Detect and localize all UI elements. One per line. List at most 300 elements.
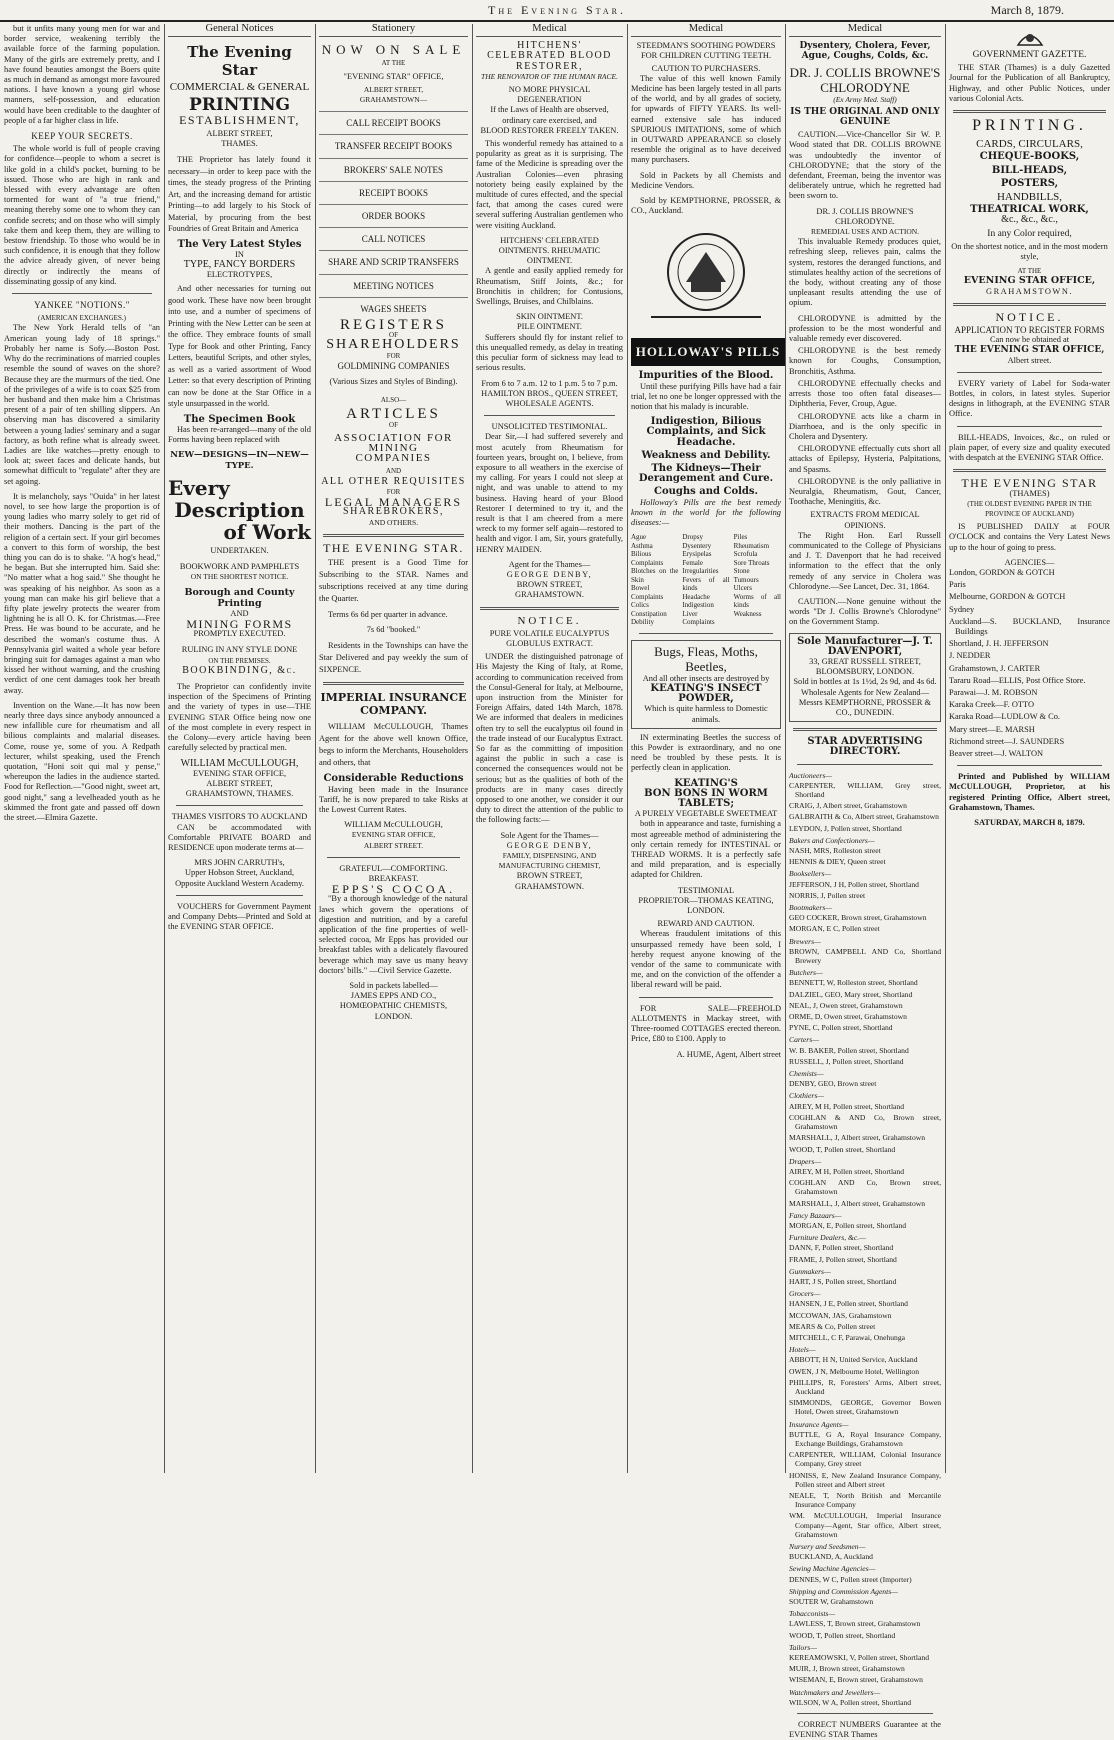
divider	[957, 372, 1102, 373]
keating-box	[631, 640, 781, 729]
disease-item: Ague	[631, 533, 647, 542]
collis-heading-2: DR. J. COLLIS BROWNE'S CHLORODYNE.	[816, 206, 914, 226]
directory-entry: HONISS, E, New Zealand Insurance Company, Pollen street and Albert street	[789, 1470, 941, 1489]
directory-entry: CARPENTER, WILLIAM, Grey street, Shortland	[789, 780, 941, 799]
paper-name: The Evening Star	[187, 43, 292, 80]
divider	[639, 633, 773, 634]
disease-item: Weakness	[733, 609, 762, 618]
directory-category: Tailors—	[789, 1642, 818, 1652]
directory-entry: COGHLAN & AND Co, Brown street, Grahamstown	[789, 1112, 941, 1132]
directory-category: Chemists—	[789, 1069, 824, 1079]
ointments-text: A gentle and easily applied remedy for Rheumatism, Stiff Joints, &c.; for Bronchitis in children; for Contusions, Swellings, Bruises, and Chilblains.	[476, 266, 623, 307]
goldmining-heading: GOLDMINING COMPANIES	[337, 360, 450, 371]
directory-entry: HART, J S, Pollen street, Shortland	[789, 1276, 897, 1286]
reward-text: Whereas fraudulent imitations of this unsurpassed remedy have been sold, I hereby request anyone knowing of the vendor of the same to communicate with me, and on the conviction of the offender a liberal reward will be paid.	[631, 929, 781, 990]
directory-entry: AIREY, M H, Pollen street, Shortland	[789, 1101, 905, 1111]
directory-entry: DENNES, W C, Pollen street (Importer)	[789, 1574, 912, 1584]
printing-heading: PRINTING	[188, 95, 291, 116]
use-item: CHLORODYNE effectually checks and arrests those too often fatal diseases—Diphtheria, Fever, Croup, Ague.	[789, 378, 941, 409]
binding-note: (Various Sizes and Styles of Binding).	[329, 377, 458, 387]
agency-entry: Grahamstown, J. CARTER	[949, 663, 1041, 673]
in-label: IN	[235, 249, 244, 259]
keatings-heading: KEATING'S	[674, 777, 738, 789]
stationery-item: TRANSFER RECEIPT BOOKS	[319, 134, 468, 151]
for-label: FOR	[386, 487, 401, 496]
column-1	[4, 24, 160, 1473]
articles-heading: ARTICLES	[346, 406, 441, 423]
article-text: The whole world is full of people craving for confidence—people to whom a secret is like gold in a child's pocket, burning to be issued. Those who are high in rank and blessed with every advantage are often tormented for want of "a true friend," meaning thereby some one to whom they can confide secrets; and on those who will simply take them and keep them, they are willing to bestow friendship. To those who would be in such confidence, it is enough that they follow the advice already given, of never being directly or indirectly the means of disseminating gossip of any kind.	[4, 144, 160, 286]
disease-item: Stone	[733, 567, 750, 576]
association-heading: ASSOCIATION FOR MINING	[334, 431, 453, 455]
directory-entry: BUCKLAND, A, Auckland	[789, 1552, 873, 1562]
keating-text: IN exterminating Beetles the success of this Powder is extraordinary, and no one need be troubled by these pests. It is perfectly clean in application.	[631, 732, 781, 773]
posters-line: POSTERS,	[1000, 177, 1059, 189]
stationery-list	[319, 111, 468, 314]
stationery-item: CALL RECEIPT BOOKS	[319, 111, 468, 128]
agency-entry: Parawai—J. M. ROBSON	[949, 687, 1038, 697]
disease-item: Asthma	[631, 541, 653, 550]
star-published: IS PUBLISHED DAILY at FOUR O'CLOCK and contains the Very Latest News up to the hour of going to press.	[949, 522, 1110, 552]
star-thames: (THAMES)	[1009, 488, 1050, 498]
directory-entry: SIMMONDS, GEORGE, Governor Bowen Hotel, Owen street, Grahamstown	[789, 1398, 941, 1417]
agency-entry: Mary street—E. MARSH	[949, 724, 1035, 734]
ad-text: Has been re-arranged—many of the old Forms having been replaced with	[168, 425, 311, 445]
directory-entry: BENNETT, W, Rolleston street, Shortland	[789, 978, 918, 988]
directory-entry: MORGAN, E, Pollen street, Shortland	[789, 1220, 907, 1230]
agent-label: Agent for the Thames—	[508, 559, 591, 569]
reductions-heading: Considerable Reductions	[323, 773, 464, 785]
agency-entry: Melbourne, GORDON & GOTCH	[949, 592, 1066, 602]
every-heading: Every	[168, 475, 230, 500]
holloway-crest-icon	[631, 222, 781, 332]
grateful-heading: GRATEFUL—COMFORTING.	[339, 863, 448, 873]
disease-item: Worms of all kinds	[733, 592, 781, 610]
directory-entry: AIREY, M H, Pollen street, Shortland	[789, 1166, 905, 1176]
use-item: CHLORODYNE is the only palliative in Neuralgia, Rheumatism, Gout, Cancer, Toothache, Meningitis, &c.	[789, 476, 941, 507]
directory-entry: PYNE, C, Pollen street, Shortland	[789, 1023, 893, 1033]
obtained-text: Can now be obtained at	[989, 335, 1070, 345]
owner-office: EVENING STAR OFFICE,	[351, 830, 436, 840]
epps-city: LONDON.	[374, 1011, 413, 1021]
star-heading: THE EVENING STAR	[961, 476, 1098, 491]
disease-item: Colics	[631, 601, 649, 610]
disease-item: Female Irregularities	[682, 558, 719, 576]
use-item: CHLORODYNE acts like a charm in Diarrhoea, and is the only specific in Cholera and Dysentery.	[789, 411, 941, 441]
undertaken: UNDERTAKEN.	[210, 545, 269, 555]
bugs-heading: Bugs, Fleas, Moths, Beetles,	[654, 643, 758, 674]
directory-entry: ABBOTT, H N, United Service, Auckland	[789, 1355, 918, 1365]
extracts-heading: EXTRACTS FROM MEDICAL OPINIONS.	[810, 510, 920, 530]
mining-heading: MINING FORMS	[186, 617, 293, 632]
directory-category: Clothiers—	[789, 1091, 825, 1101]
town: THAMES.	[221, 138, 258, 148]
sole-agent-name: GEORGE DENBY,	[506, 840, 593, 850]
and-label: AND	[385, 467, 402, 476]
hamilton-agents: HAMILTON BROS., QUEEN STREET, WHOLESALE AGENTS.	[481, 388, 618, 408]
pile-heading: PILE OINTMENT.	[517, 322, 582, 332]
directory-entry: KEREAMOWSKI, V, Pollen street, Shortland	[789, 1653, 929, 1663]
agency-entry: J. NEDDER	[949, 651, 991, 661]
directory-entry: WM. McCULLOUGH, Imperial Insurance Company—Agent, Star office, Albert street, Grahamstown	[789, 1511, 941, 1539]
correct-numbers: CORRECT NUMBERS Guarantee at the EVENING STAR Thames	[789, 1720, 941, 1740]
owner-street: ALBERT STREET,	[206, 778, 273, 788]
agency-entry: Tararu Road—ELLIS, Post Office Store.	[949, 675, 1086, 685]
directory-category: Shipping and Commission Agents—	[789, 1586, 898, 1596]
gazette-text: THE STAR (Thames) is a duly Gazetted Journal for the Publication of all Bankruptcy, Highway, and other Public Notices, under various Colonial Acts.	[949, 63, 1110, 103]
vouchers-text: VOUCHERS for Government Payment and Company Debts—Printed and Sold at the EVENING STAR OFFICE.	[168, 901, 311, 932]
manufacturer-box	[789, 633, 941, 723]
star-heading: THE EVENING STAR.	[323, 540, 464, 555]
manufacturer-address: 33, GREAT RUSSELL STREET, BLOOMSBURY, LONDON.	[809, 656, 921, 677]
gazette-heading: GOVERNMENT GAZETTE.	[972, 50, 1087, 60]
masthead-title: The Evening Star.	[487, 3, 627, 17]
directory-category: Bakers and Confectioners—	[789, 835, 875, 845]
directory-entry: WOOD, T, Pollen street, Shortland	[789, 1144, 896, 1154]
agency-entry: Beaver street—J. WALTON	[949, 748, 1044, 758]
directory-entry: CRAIG, J, Albert street, Grahamstown	[789, 801, 907, 811]
column-6	[789, 23, 941, 1740]
use-item: CHLORODYNE effectually cuts short all attacks of Epilepsy, Hysteria, Palpitations, and Spasms.	[789, 444, 941, 474]
divider	[953, 110, 1106, 113]
column-7	[949, 24, 1110, 1473]
section-header: Medical	[476, 24, 623, 37]
and-label: AND	[230, 608, 249, 618]
directory-entry: MARSHALL, J, Albert street, Grahamstown	[789, 1133, 926, 1143]
directory-entry: NASH, MRS, Rolleston street	[789, 846, 881, 856]
directory-category: Furniture Dealers, &c.—	[789, 1233, 866, 1243]
disease-item: Scrofula	[733, 550, 758, 559]
divider	[176, 895, 303, 896]
disease-item: Blotches on the Skin	[631, 567, 679, 584]
manufacturer: Sole Manufacturer—J. T. DAVENPORT,	[797, 635, 933, 657]
freely-heading: BLOOD RESTORER FREELY TAKEN.	[480, 125, 619, 135]
owner-town: GRAHAMSTOWN, THAMES.	[185, 789, 294, 799]
divider	[957, 426, 1102, 427]
agent-street: BROWN STREET,	[516, 580, 583, 590]
column-rule	[472, 24, 473, 1473]
electro-heading: ELECTROTYPES,	[206, 270, 273, 280]
divider	[793, 728, 937, 731]
visitors-address: Upper Hobson Street, Auckland,	[184, 868, 295, 878]
new-designs: NEW—DESIGNS—IN—NEW—TYPE.	[170, 450, 309, 471]
steedman-agent: Sold by KEMPTHORNE, PROSSER, & CO., Auckland.	[631, 196, 781, 216]
directory-category: Fancy Bazaars—	[789, 1210, 842, 1220]
degeneration-heading: NO MORE PHYSICAL DEGENERATION	[508, 85, 591, 105]
divider	[323, 682, 464, 685]
cards-line: CARDS, CIRCULARS,	[976, 138, 1083, 151]
directory-entry: DALZIEL, GEO, Mary street, Shortland	[789, 989, 913, 999]
star-residents: Residents in the Townships can have the Star Delivered and pay weekly the sum of SIXPENCE.	[319, 641, 468, 675]
eucalyptus-heading: PURE VOLATILE EUCALYPTUS GLOBULUS EXTRACT.	[489, 628, 610, 648]
disease-item: Debility	[631, 618, 654, 627]
agency-entry: Sydney	[949, 604, 975, 614]
genuine-heading: IS THE ORIGINAL AND ONLY GENUINE	[790, 106, 940, 128]
bookwork: BOOKWORK AND PAMPHLETS	[179, 562, 300, 572]
register-heading: APPLICATION TO REGISTER FORMS	[954, 325, 1105, 336]
sharebrokers-heading: SHAREBROKERS,	[343, 506, 444, 518]
shortest-line: On the shortest notice, and in the most modern style,	[951, 241, 1108, 262]
column-4	[476, 24, 623, 1473]
column-rule	[315, 24, 316, 1473]
directory-heading: STAR ADVERTISING DIRECTORY.	[807, 736, 923, 758]
shortest-notice: ON THE SHORTEST NOTICE.	[190, 572, 289, 582]
steedman-text: The value of this well known Family Medicine has been largely tested in all parts of the world, and by all grades of society, for upwards of FIFTY YEARS. Its well-earned extensive sale has induced SPURIOUS IMITATIONS, some of which in OUTWARD APPEARANCE so closely resemble the original as to have deceived many purchasers.	[631, 73, 781, 165]
disease-item: Ulcers	[733, 584, 752, 593]
ad-text: And other necessaries for turning out good work. These have now been brought into use, and a number of specimens of Printing with the New Letter can be seen at the office. They embrace founts of small Type for Book and other Printing, Fancy Letters, beautiful Scripts, and other styles, as well as a varied assortment of Wood Letter: so that every description of Printing can now be done at the Star Office in a style unsurpassed in the world.	[168, 284, 311, 409]
premises: ON THE PREMISES.	[208, 656, 271, 665]
agency-entry: Shortland, J. H. JEFFERSON	[949, 639, 1049, 649]
hitchens-sub: THE RENOVATOR OF THE HUMAN RACE.	[481, 71, 618, 81]
imperial-text: WILLIAM McCULLOUGH, Thames Agent for the above well known Office, begs to inform the Merchants, Householders and others, that	[319, 722, 468, 768]
at-the: AT THE	[381, 59, 406, 68]
pile-text: Sufferers should fly for instant relief to this unequalled remedy, as delay in treating this peculiar form of sickness may lead to serious results.	[476, 332, 623, 373]
directory-category: Grocers—	[789, 1289, 821, 1299]
directory-category: Watchmakers and Jewellers—	[789, 1687, 881, 1697]
article-text: The New York Herald tells of "an American young lady of 18 springs." Probably her name is Sofy.—Boston Post. Why do the recriminations of married couples resemble the sound of waves on the shore? Because they are the murmurs of the tied. One of the privileges of a wife is to coax $25 from her husband and then make him a Christmas present of a pair of ten shilling slippers. An observing man has discovered a similarity between a young ladies' seminary and a sugar factory, as both refine what is already sweet. Ladies are like watches—pretty enough to look at; sweet faces and delicate hands, but somewhat difficult to "regulate" after they are set agoing.	[4, 323, 160, 486]
army-note: (Ex Army Med. Staff)	[833, 94, 897, 104]
column-rule	[945, 24, 946, 1473]
bookbinding: BOOKBINDING, &c.	[182, 664, 297, 676]
directory-entry: HANSEN, J E, Pollen street, Shortland	[789, 1299, 908, 1309]
ruling: RULING IN ANY STYLE DONE	[181, 645, 298, 655]
indigestion-heading: Indigestion, Bilious Complaints, and Sick Headache.	[646, 416, 766, 448]
now-on-sale: NOW ON SALE	[321, 42, 466, 58]
breakfast-heading: BREAKFAST.	[368, 873, 419, 883]
for-label: FOR	[386, 351, 401, 360]
directory-category: Nursery and Seedsmen—	[789, 1542, 866, 1552]
visitors-opposite: Opposite Auckland Western Academy.	[175, 878, 304, 888]
article-title: YANKEE "NOTIONS."	[34, 300, 130, 311]
notice-heading: NOTICE.	[995, 309, 1064, 324]
notice-heading: NOTICE.	[517, 614, 582, 627]
divider	[797, 764, 933, 765]
testimonial-heading: TESTIMONIAL	[677, 885, 735, 895]
masthead-date: March 8, 1879.	[990, 3, 1064, 17]
ointments-heading: HITCHENS' CELEBRATED OINTMENTS. RHEUMATIC OINTMENT.	[498, 235, 601, 266]
handbills-line: HANDBILLS,	[996, 191, 1063, 204]
use-item: CHLORODYNE is the best remedy known for Coughs, Consumption, Bronchitis, Asthma.	[789, 346, 941, 376]
owner-name: WILLIAM McCULLOUGH,	[180, 757, 299, 769]
column-rule	[785, 24, 786, 1473]
office-name: THE EVENING STAR OFFICE,	[954, 345, 1105, 356]
promptly: PROMPTLY EXECUTED.	[193, 629, 286, 639]
collis-heading: DR. J. COLLIS BROWNE'S CHLORODYNE	[789, 64, 941, 95]
disease-item: Constipation	[631, 609, 667, 618]
directory-entry: MCCOWAN, JAS, Grahamstown	[789, 1310, 892, 1320]
cheque-line: CHEQUE-BOOKS,	[979, 151, 1080, 163]
directory-category: Insurance Agents—	[789, 1419, 849, 1429]
directory-entry: DANN, F, Pollen street, Shortland	[789, 1243, 894, 1253]
specimen-heading: The Specimen Book	[183, 413, 296, 425]
billheads-text: BILL-HEADS, Invoices, &c., on ruled or plain paper, of every size and quality executed with despatch at the EVENING STAR Office.	[949, 432, 1110, 463]
sole-agent-town: GRAHAMSTOWN.	[515, 881, 584, 891]
bonbons-sub: A PURELY VEGETABLE SWEETMEAT	[634, 809, 778, 819]
column-3	[319, 24, 468, 1473]
hitchens-text: This wonderful remedy has attained to a popularity as great as it is surprising. The fame of the Medicine is spreading over the Australian Colonies—even phrasing notoriety being easily explained by the multitude of cures effected, and the special fact, that among the cases cured were several suffering Australian gentlemen who were visiting Auckland.	[476, 139, 623, 230]
directory-entry: GEO COCKER, Brown street, Grahamstown	[789, 913, 927, 923]
directory-entry: WILSON, W A, Pollen street, Shortland	[789, 1697, 912, 1707]
directory-entry: MORGAN, E C, Pollen street	[789, 924, 880, 934]
of-label: OF	[389, 331, 398, 340]
imprint: Printed and Published by WILLIAM McCULLOUGH, Proprietor, at his registered Printing Office, Albert street, Grahamstown, Thames.	[949, 772, 1110, 812]
section-header: Medical	[789, 24, 941, 37]
royal-arms-icon	[1015, 27, 1045, 47]
caution-text-2: CAUTION.—None genuine without the words "Dr J. Collis Browne's Chlorodyne" on the Government Stamp.	[789, 596, 941, 627]
printing-heading: PRINTING.	[972, 117, 1087, 135]
stationery-item: WAGES SHEETS	[319, 297, 468, 314]
hitchens-heading: HITCHENS' CELEBRATED BLOOD RESTORER,	[487, 40, 612, 72]
star-terms: Terms 6s 6d per quarter in advance.	[328, 609, 448, 619]
skin-heading: SKIN OINTMENT.	[516, 312, 583, 322]
star-booked: 7s 6d "booked."	[366, 625, 421, 635]
agencies-heading: AGENCIES—	[1004, 557, 1055, 567]
agent-name: GEORGE DENBY,	[506, 569, 593, 579]
steedman-heading: STEEDMAN'S SOOTHING POWDERS FOR CHILDREN CUTTING TEETH.	[636, 41, 776, 61]
epps-chemists: HOMŒOPATHIC CHEMISTS,	[339, 1001, 448, 1011]
directory-entry: CARPENTER, WILLIAM, Colonial Insurance Company, Grey street	[789, 1450, 941, 1469]
agency-entry: Richmond street—J. SAUNDERS	[949, 736, 1065, 746]
impurities-heading: Impurities of the Blood.	[638, 370, 774, 382]
grahamstown: GRAHAMSTOWN.	[986, 286, 1073, 296]
disease-item: Tumours	[733, 575, 759, 584]
divider	[953, 469, 1106, 472]
directory-entry: SOUTER W, Grahamstown	[789, 1597, 874, 1607]
directory-category: Gunmakers—	[789, 1266, 831, 1276]
agency-entry: Paris	[949, 580, 966, 590]
stationery-item: SHARE AND SCRIP TRANSFERS	[319, 250, 468, 267]
article-title: KEEP YOUR SECRETS.	[31, 131, 133, 142]
directory-entry: MUIR, J, Brown street, Grahamstown	[789, 1664, 905, 1674]
owner-office: EVENING STAR OFFICE,	[192, 768, 287, 778]
agent-town: GRAHAMSTOWN.	[515, 590, 584, 600]
directory-entry: MEARS & Co, Pollen street	[789, 1321, 876, 1331]
directory-entry: NEALE, T, North British and Mercantile Insurance Company	[789, 1491, 941, 1510]
others-label: AND OTHERS.	[368, 517, 419, 527]
sole-agent-trade: FAMILY, DISPENSING, AND MANUFACTURING CHEMIST,	[498, 851, 601, 871]
keating-proprietor: PROPRIETOR—THOMAS KEATING, LONDON.	[638, 895, 774, 916]
directory-entry: GALBRAITH & Co, Albert street, Grahamstown	[789, 812, 939, 822]
section-header: General Notices	[168, 24, 311, 37]
impurities-text: Until these purifying Pills have had a fair trial, let no one be longer oppressed with the notion that his malady is incurable.	[631, 381, 781, 412]
agency-entry: London, GORDON & GOTCH	[949, 567, 1055, 577]
colour-line: In any Color required,	[987, 228, 1072, 239]
forsale-text: FOR SALE—FREEHOLD ALLOTMENTS in Mackay street, with Three-roomed COTTAGES erected thereon. Price, £80 to £100. Apply to	[631, 1003, 781, 1044]
directory-entry: LAWLESS, T, Brown street, Grahamstown	[789, 1619, 921, 1629]
of-work-heading: of Work	[223, 519, 311, 544]
reward-heading: REWARD AND CAUTION.	[657, 919, 755, 929]
directory-entry: PHILLIPS, R, Foresters' Arms, Albert street, Auckland	[789, 1377, 941, 1396]
divider	[480, 607, 619, 610]
stationery-item: RECEIPT BOOKS	[319, 181, 468, 198]
office-name: "EVENING STAR" OFFICE,	[343, 71, 444, 81]
directory-category: Sewing Machine Agencies—	[789, 1564, 876, 1574]
degeneration-text: If the Laws of Health are observed, ordinary care exercised, and	[490, 105, 609, 125]
column-5	[631, 24, 781, 1473]
remedial-heading: REMEDIAL USES AND ACTION.	[810, 227, 920, 237]
holloway-banner: HOLLOWAY'S PILLS	[631, 338, 785, 366]
directory-entry: FRAME, J, Pollen street, Shortland	[789, 1254, 897, 1264]
owner-street: ALBERT STREET.	[363, 840, 424, 850]
divider	[176, 805, 303, 806]
stationery-item: MEETING NOTICES	[319, 274, 468, 291]
also-label: ALSO—	[380, 396, 407, 405]
directory-category: Drapers—	[789, 1156, 822, 1166]
office-street: Albert street.	[1007, 355, 1052, 365]
consult-hours: From 6 to 7 a.m. 12 to 1 p.m. 5 to 7 p.m.	[481, 378, 618, 388]
epps-text: "By a thorough knowledge of the natural laws which govern the operations of digestion and nutrition, and by a careful application of the fine properties of well-selected cocoa, Mr Epps has provided our breakfast tables with a delicately flavoured beverage which may save us many heavy doctors' bills." —Civil Service Gazette.	[319, 894, 468, 975]
article-text: Invention on the Wane.—It has now been nearly three days since anybody announced a new infallible cure for rheumatism and all bilious complaints and malarial diseases. Come, rouse ye, some of you. A Redpath lecturer, whilst speaking, used the French quotation, "Honi soit qui mal y pense," whereupon the ladies in the audience started. Food for Reflection.—"Good night, sweet art, good night," sang a levelheaded youth as he skimmed the front gate and passed off down the street.—Elmira Gazette.	[4, 700, 160, 823]
testimonial-text: Dear Sir,—I had suffered severely and most acutely from Rheumatism for fourteen years, brought on, I believe, from exposure to all weathers in the exercise of my calling. For years I could not sleep at night, and was unable to attend to my business. Having heard of your Blood Restorer I determined to try it, and the result is that I am cheered from a mere wreck to my former self again—restored to health and vigor. I am, Sir, yours gratefully, HENRY MAIDEN.	[476, 432, 623, 554]
article-intro: but it unfits many young men for war and border service, weakening terribly the available force of the farming population. Many of the girls are extremely pretty, and I have found beauties amongst the Boers quite as much in demand as amongst more favoured nations. I have known a young girl whose manners, self-possession, and education would have been creditable to the daughter of people of a far higher class in life.	[4, 24, 160, 125]
directory-category: Tobacconists—	[789, 1609, 836, 1619]
reductions-text: Having been made in the Insurance Tariff, he is now prepared to take Risks at the Lowest Current Rates.	[319, 784, 468, 814]
directory-entry: MITCHELL, C F, Parawai, Onehunga	[789, 1332, 906, 1342]
epps-heading: EPPS'S COCOA.	[331, 882, 456, 897]
etc-line: &c., &c., &c.,	[1001, 214, 1058, 226]
holloway-text: Holloway's Pills are the best remedy known in the world for the following diseases:—	[631, 497, 781, 528]
registers-heading: REGISTERS	[339, 317, 447, 334]
visitors-text: CAN be accommodated with Comfortable PRIVATE BOARD and RESIDENCE upon moderate terms at—	[168, 822, 311, 852]
commercial-heading: COMMERCIAL & GENERAL	[169, 81, 310, 94]
directory-entry: MARSHALL, J, Albert street, Grahamstown	[789, 1198, 926, 1208]
styles-heading: The Very Latest Styles	[177, 238, 302, 250]
stationery-item: ORDER BOOKS	[319, 204, 468, 221]
star-office: EVENING STAR OFFICE,	[963, 275, 1096, 287]
article-subtitle: (AMERICAN EXCHANGES.)	[38, 314, 126, 323]
powder-heading: KEATING'S INSECT POWDER,	[650, 683, 762, 705]
advertising-directory	[789, 771, 941, 1707]
use-item: CHLORODYNE is admitted by the profession to be the most wonderful and valuable remedy ever discovered.	[789, 313, 941, 344]
remedial-text: This invaluable Remedy produces quiet, refreshing sleep, relieves pain, calms the system, restores the deranged functions, and stimulates healthy action of the secretions of the body, without creating any of those unpleasant results attending the use of opium.	[789, 237, 941, 308]
insects-text: And all other insects are destroyed by	[642, 673, 770, 683]
directory-category: Booksellers—	[789, 869, 832, 879]
billheads-line: BILL-HEADS,	[991, 164, 1068, 176]
stationery-item: CALL NOTICES	[319, 227, 468, 244]
directory-category: Butchers—	[789, 968, 823, 978]
directory-entry: BROWN, CAMPBELL AND Co, Shortland Brewery	[789, 946, 941, 966]
directory-entry: WOOD, T, Pollen street, Shortland	[789, 1630, 896, 1640]
directory-entry: JEFFERSON, J H, Pollen street, Shortland	[789, 879, 919, 889]
section-header: Medical	[631, 24, 781, 37]
companies-heading: COMPANIES	[355, 452, 432, 465]
agency-entry: Karaka Creek—F. OTTO	[949, 700, 1034, 710]
directory-entry: DENBY, GEO, Brown street	[789, 1079, 877, 1089]
forsale-agent: A. HUME, Agent, Albert street	[676, 1049, 781, 1059]
divider	[639, 997, 773, 998]
bonbons-text: both in appearance and taste, furnishing a most agreeable method of administering the only certain remedy for INTESTINAL or THREAD WORMS. It is a perfectly safe and mild preparation, and is especially adapted for Children.	[631, 819, 781, 880]
column-2	[168, 24, 311, 1473]
disease-item: Bilious Complaints	[631, 550, 664, 567]
agency-entry: Karaka Road—LUDLOW & Co.	[949, 712, 1061, 722]
divider	[953, 303, 1106, 306]
type-heading: TYPE, FANCY BORDERS	[183, 258, 296, 270]
divider	[957, 765, 1102, 766]
divider	[327, 857, 460, 858]
disease-item: Rheumatism	[733, 541, 770, 550]
visitors-heading: THAMES VISITORS TO AUCKLAND	[171, 812, 308, 822]
disease-item: Bowel Complaints	[631, 584, 664, 601]
weakness-heading: Weakness and Debility.	[641, 449, 771, 461]
directory-entry: COGHLAN AND Co, Brown street, Grahamstown	[789, 1178, 941, 1197]
directory-category: Hotels—	[789, 1345, 816, 1355]
directory-entry: OWEN, J N, Melbourne Hotel, Wellington	[789, 1366, 920, 1376]
bonbons-heading: BON BONS IN WORM TABLETS;	[644, 787, 768, 810]
directory-category: Brewers—	[789, 936, 821, 946]
directory-category: Carters—	[789, 1035, 819, 1045]
office-town: GRAHAMSTOWN—	[359, 95, 428, 105]
ad-text: THE Proprietor has lately found it necessary—in order to keep pace with the times, the steady progress of the Printing Art, and the increasing demand for artistic Printing—to add largely to his Stock of Material, by procuring from the best Foundries of Great Britain and America	[168, 155, 311, 234]
sole-agent-street: BROWN STREET,	[516, 871, 583, 881]
